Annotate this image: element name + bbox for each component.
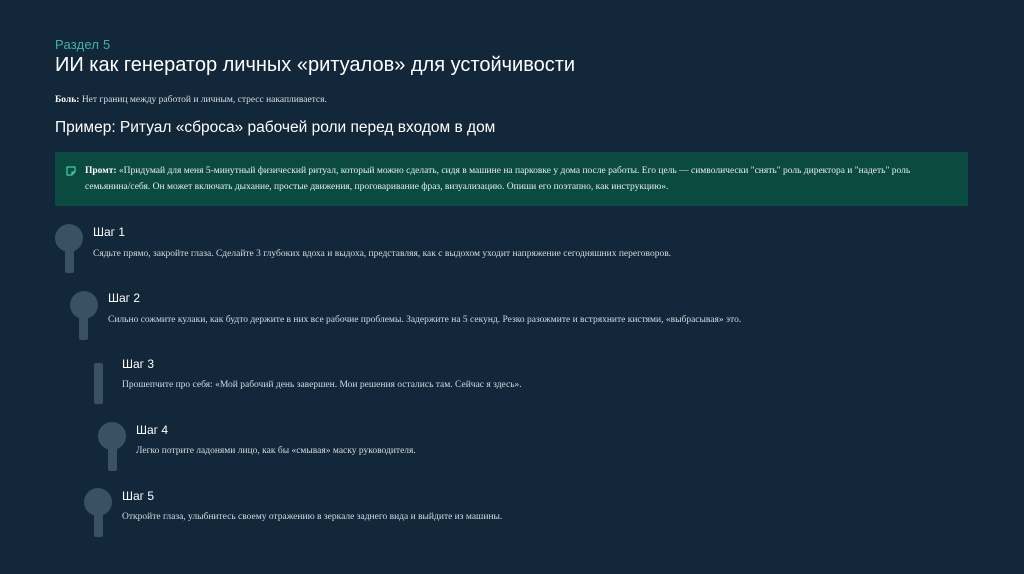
step-text: Сильно сожмите кулаки, как будто держите в них все рабочие проблемы. Задержите на 5 секунд. Резко разожмите и встряхните кистями, «выбрасывая» это.	[108, 315, 742, 325]
step-title: Шаг 1	[93, 225, 126, 239]
pain-text: Нет границ между работой и личным, стресс накапливается.	[79, 95, 327, 105]
section-label: Раздел 5	[55, 37, 111, 52]
step-text: Сядьте прямо, закройте глаза. Сделайте 3 глубоких вдоха и выдоха, представляя, как с выдохом уходит напряжение сегодняшних переговоров.	[93, 249, 672, 259]
prompt-label: Промт:	[85, 166, 117, 176]
step-title: Шаг 2	[108, 291, 141, 305]
step-text: Откройте глаза, улыбнитесь своему отражению в зеркале заднего вида и выйдите из машины.	[122, 512, 503, 522]
page-title: ИИ как генератор личных «ритуалов» для устойчивости	[55, 54, 576, 76]
prompt-box	[55, 152, 968, 206]
step-title: Шаг 4	[136, 423, 169, 437]
pain-statement	[55, 95, 327, 105]
note-icon	[66, 166, 76, 176]
step-text: Легко потрите ладонями лицо, как бы «смывая» маску руководителя.	[136, 446, 416, 456]
step-title: Шаг 5	[122, 489, 155, 503]
prompt-text	[85, 163, 946, 195]
step-text: Прошепчите про себя: «Мой рабочий день завершен. Мои решения остались там. Сейчас я здесь».	[122, 380, 522, 390]
example-title: Пример: Ритуал «сброса» рабочей роли перед входом в дом	[55, 119, 496, 136]
prompt-body: «Придумай для меня 5-минутный физический ритуал, который можно сделать, сидя в машине на парковке у дома после работы. Его цель — символически "снять" роль директора и "надеть" роль семьянина/себя. Он может включать дыхание, простые движения, проговаривание фраз, визуализацию. Опиши его поэтапно, как инструкцию».	[85, 166, 911, 192]
pain-label: Боль:	[55, 95, 80, 105]
step-title: Шаг 3	[122, 357, 155, 371]
